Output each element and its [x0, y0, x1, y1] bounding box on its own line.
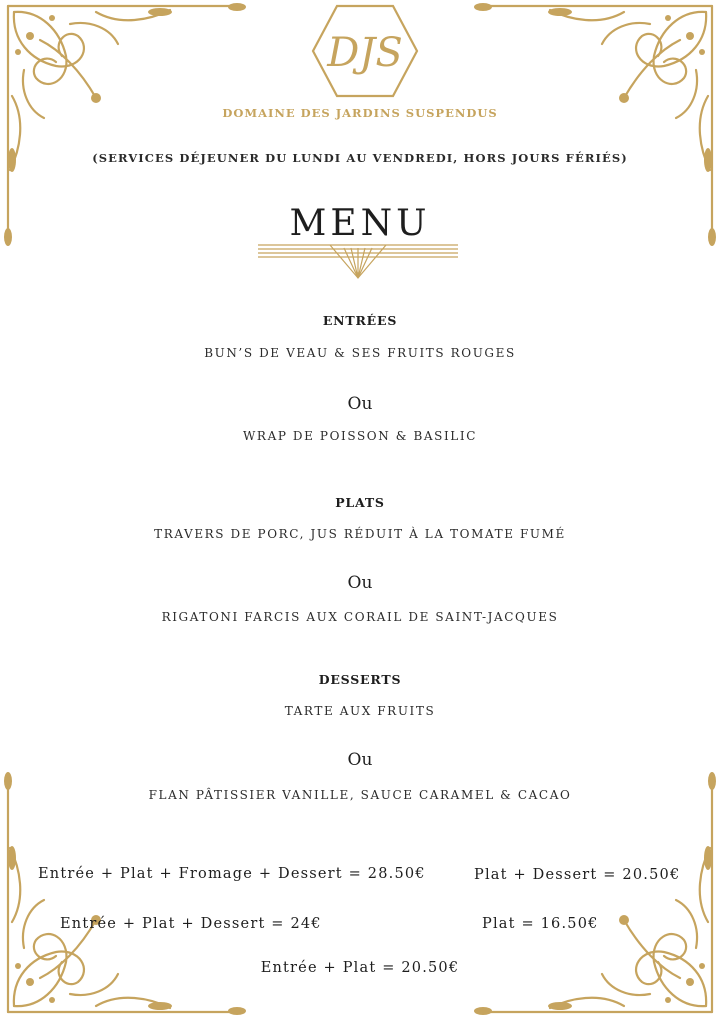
dessert-option-2: FLAN PÂTISSIER VANILLE, SAUCE CARAMEL & CACAO — [148, 788, 572, 802]
service-subtitle: (SERVICES DÉJEUNER DU LUNDI AU VENDREDI, HORS JOURS FÉRIÉS) — [92, 151, 628, 165]
menu-title: MENU — [289, 203, 431, 244]
entree-option-1: BUN’S DE VEAU & SES FRUITS ROUGES — [204, 346, 516, 360]
logo-hexagon-icon — [310, 2, 420, 102]
price-formula-full: Entrée + Plat + Fromage + Dessert = 28.50€ — [38, 866, 426, 882]
corner-ornament-bottom-left — [0, 768, 260, 1018]
dessert-option-1: TARTE AUX FRUITS — [284, 704, 436, 718]
price-formula-entree-plat-dessert: Entrée + Plat + Dessert = 24€ — [60, 916, 322, 932]
section-heading-plats: PLATS — [335, 495, 385, 510]
corner-ornament-bottom-right — [460, 768, 720, 1018]
plat-option-2: RIGATONI FARCIS AUX CORAIL DE SAINT-JACQUES — [161, 610, 559, 624]
section-heading-entrees: ENTRÉES — [322, 313, 398, 328]
plat-option-1: TRAVERS DE PORC, JUS RÉDUIT À LA TOMATE FUMÉ — [154, 527, 566, 541]
entree-or-separator: Ou — [347, 394, 373, 414]
price-formula-plat-dessert: Plat + Dessert = 20.50€ — [474, 867, 681, 883]
brand-name: DOMAINE DES JARDINS SUSPENDUS — [222, 106, 498, 120]
dessert-or-separator: Ou — [347, 750, 373, 770]
price-formula-entree-plat: Entrée + Plat = 20.50€ — [260, 960, 460, 976]
entree-option-2: WRAP DE POISSON & BASILIC — [243, 429, 477, 443]
logo-monogram: DJS — [327, 30, 403, 76]
price-formula-plat: Plat = 16.50€ — [482, 916, 599, 932]
section-heading-desserts: DESSERTS — [318, 672, 402, 687]
plat-or-separator: Ou — [347, 573, 373, 593]
title-divider-ornament — [258, 240, 458, 280]
